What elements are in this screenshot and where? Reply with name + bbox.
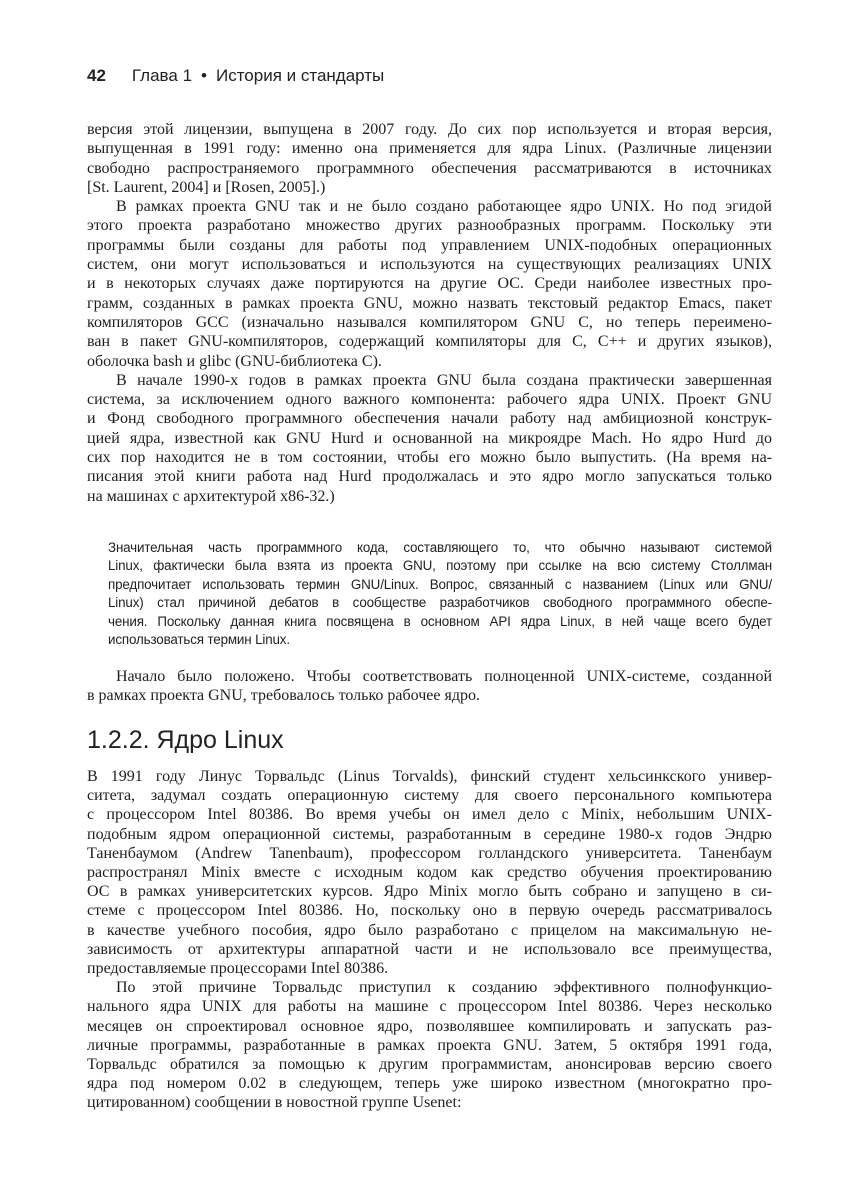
bullet-separator: • <box>201 66 207 85</box>
paragraph <box>87 667 772 706</box>
text-line: и в некоторых случаях даже портируются на другие ОС. Среди наиболее известных про- <box>87 275 772 293</box>
text-line: в качестве учебного пособия, ядро было разработано с прицелом на максимальную не- <box>87 921 772 939</box>
text-line: цией ядра, известной как GNU Hurd и основанной на микроядре Mach. Но ядро Hurd до <box>87 429 772 447</box>
text-line: нального ядра UNIX для работы на машине с процессором Intel 80386. Через несколько <box>87 998 772 1016</box>
text-line: писания этой книги работа над Hurd продолжалась и это ядро могло запускаться только <box>87 468 772 486</box>
text-line: личные программы, разработанные в рамках проекта GNU. Затем, 5 октября 1991 года, <box>87 1036 772 1054</box>
text-line: В рамках проекта GNU так и не было создано работающее ядро UNIX. Но под эгидой <box>116 198 772 216</box>
paragraph <box>87 120 772 197</box>
paragraph <box>87 767 772 978</box>
text-line: месяцев он спроектировал основное ядро, позволявшее компилировать и запускать раз- <box>87 1017 772 1035</box>
text-line: выпущенная в 1991 году: именно она применяется для ядра Linux. (Различные лицензии <box>87 140 772 158</box>
text-line: в рамках проекта GNU, требовалось только рабочее ядро. <box>87 687 480 705</box>
text-line: стеме с процессором Intel 80386. Но, поскольку оно в первую очередь рассматривалось <box>87 902 772 920</box>
text-line: [St. Laurent, 2004] и [Rosen, 2005].) <box>87 178 326 196</box>
chapter-title: История и стандарты <box>215 66 385 85</box>
text-line: ван в пакет GNU-компиляторов, содержащий компиляторы для C, C++ и других языков), <box>87 333 772 351</box>
paragraph <box>87 197 772 371</box>
paragraph <box>87 371 772 506</box>
text-line: Таненбаумом (Andrew Tanenbaum), профессором голландского университета. Таненбаум <box>87 844 772 862</box>
section-heading: 1.2.2. Ядро Linux <box>87 726 284 754</box>
text-line: цитированном) сообщении в новостной группе Usenet: <box>87 1094 462 1112</box>
text-line: ситета, задумал создать операционную систему для своего персонального компьютера <box>87 787 772 805</box>
note-line: Linux) стал причиной дебатов в сообществе разработчиков свободного программного обеспе- <box>108 595 772 611</box>
page-number: 42 <box>87 66 106 85</box>
text-line: ядра под номером 0.02 в следующем, теперь уже широко известном (многократно про- <box>87 1075 772 1093</box>
text-line: Начало было положено. Чтобы соответствовать полноценной UNIX-системе, созданной <box>116 668 772 685</box>
text-line: грамм, созданных в рамках проекта GNU, можно назвать текстовый редактор Emacs, пакет <box>87 294 772 312</box>
note-line: чения. Поскольку данная книга посвящена в основном API ядра Linux, в ней чаще всего будет <box>108 613 772 629</box>
text-line: распространял Minix вместе с исходным кодом как средство обучения проектированию <box>87 864 772 882</box>
text-line: программы были созданы для работы под управлением UNIX-подобных операционных <box>87 236 772 254</box>
text-line: сих пор находится не в том состоянии, чтобы его можно было выпустить. (На время на- <box>87 449 772 467</box>
note-line: предпочитает использовать термин GNU/Linux. Вопрос, связанный с названием (Linux или GNU/ <box>108 576 772 592</box>
note-line: использоваться термин Linux. <box>108 632 290 648</box>
text-line: подобным ядром операционной системы, разработанным в середине 1980-х годов Эндрю <box>87 825 772 843</box>
note-block <box>108 539 772 649</box>
text-line: Торвальдс обратился за помощью к другим программистам, анонсировав версию своего <box>87 1056 772 1074</box>
paragraph <box>87 978 772 1112</box>
text-line: на машинах с архитектурой x86-32.) <box>87 487 335 505</box>
note-line: Linux, фактически была взята из проекта GNU, поэтому при ссылке на всю систему Столлман <box>108 558 772 574</box>
chapter-label: Глава 1 <box>131 66 193 85</box>
text-line: В начале 1990-х годов в рамках проекта GNU была создана практически завершенная <box>116 371 772 389</box>
text-line: версия этой лицензии, выпущена в 2007 году. До сих пор используется и вторая версия, <box>87 121 772 138</box>
text-line: свободно распространяемого программного обеспечения рассматриваются в источниках <box>87 159 772 177</box>
body-after-note <box>87 667 772 706</box>
text-line: компиляторов GCC (изначально назывался компилятором GNU C, но теперь переимено- <box>87 313 772 331</box>
text-line: оболочка bash и glibc (GNU-библиотека C). <box>87 352 382 370</box>
text-line: с процессором Intel 80386. Во время учебы он имел дело с Minix, небольшим UNIX- <box>87 806 772 824</box>
text-line: зависимость от архитектуры аппаратной части и не использовало все преимущества, <box>87 940 772 958</box>
note-line: Значительная часть программного кода, составляющего то, что обычно называют системой <box>108 540 772 555</box>
text-line: По этой причине Торвальдс приступил к созданию эффективного полнофункцио- <box>116 979 772 997</box>
text-line: ОС в рамках университетских курсов. Ядро Minix могло быть собрано и запущено в си- <box>87 883 772 901</box>
text-line: предоставляемые процессорами Intel 80386. <box>87 960 389 978</box>
running-header <box>87 66 384 86</box>
body-section-1 <box>87 120 772 506</box>
text-line: этого проекта разработано множество других разнообразных программ. Поскольку эти <box>87 217 772 235</box>
body-section-2 <box>87 767 772 1113</box>
text-line: система, за исключением одного важного компонента: рабочего ядра UNIX. Проект GNU <box>87 391 772 409</box>
text-line: В 1991 году Линус Торвальдс (Linus Torvalds), финский студент хельсинкского универ- <box>87 768 772 785</box>
text-line: систем, они могут использоваться и используются на существующих реализациях UNIX <box>87 256 772 274</box>
text-line: и Фонд свободного программного обеспечения начали работу над амбициозной конструк- <box>87 410 772 428</box>
